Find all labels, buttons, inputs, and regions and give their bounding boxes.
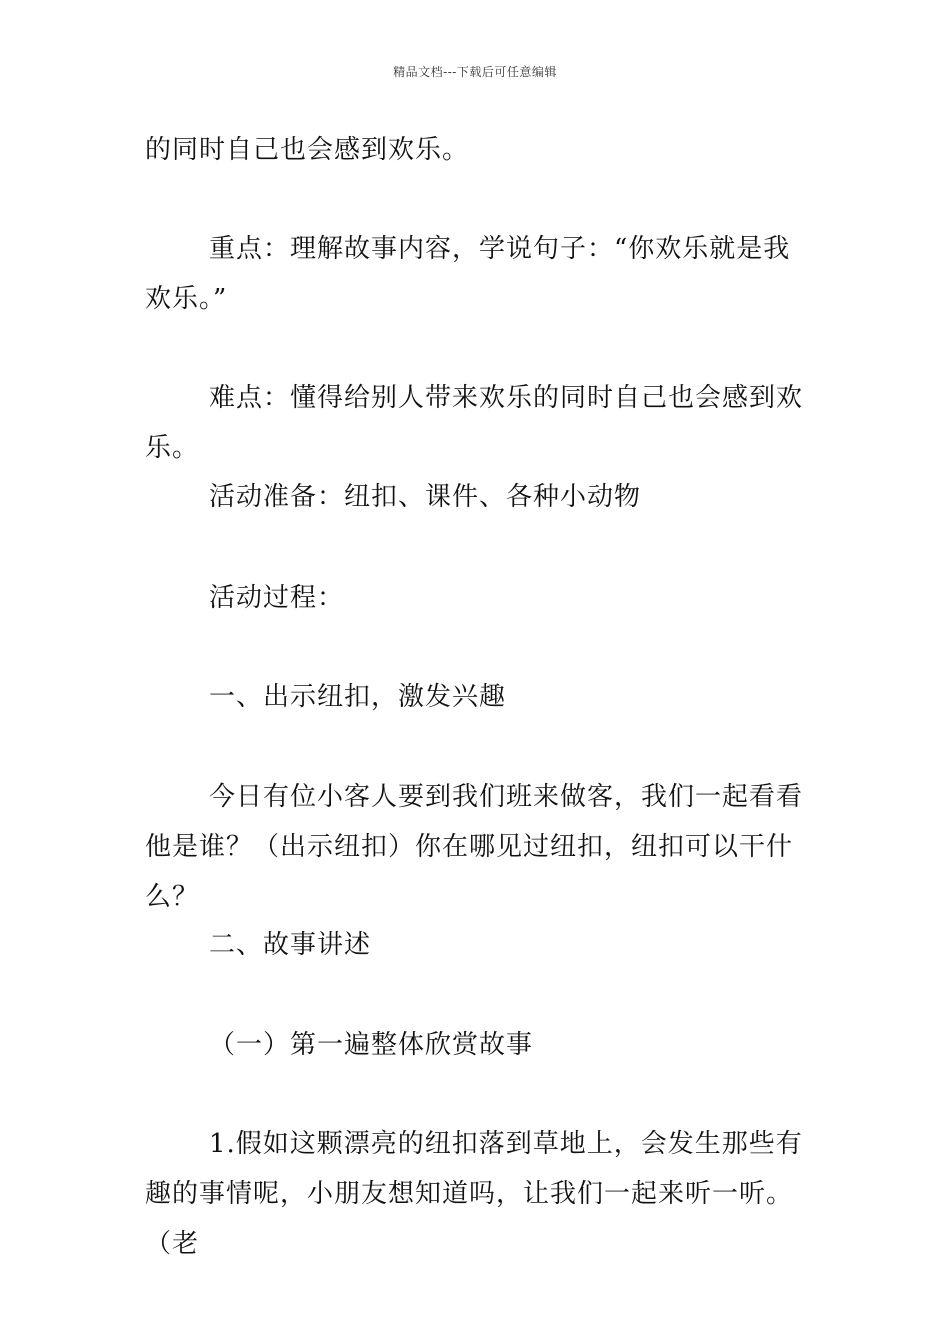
paragraph-text: 重点：理解故事内容，学说句子：“你欢乐就是我欢乐。” [145,234,791,314]
section-heading-2 [145,920,815,970]
paragraph-text: 今日有位小客人要到我们班来做客，我们一起看看他是谁？（出示纽扣）你在哪见过纽扣，纽扣可以干什么？ [145,782,804,912]
paragraph-preparation [145,472,815,522]
paragraph-text: 二、故事讲述 [209,930,372,960]
paragraph-text: （一）第一遍整体欣赏故事 [209,1030,534,1060]
paragraph-text: 1.假如这颗漂亮的纽扣落到草地上，会发生那些有趣的事情呢，小朋友想知道吗，让我们一起来听一听。（老 [145,1129,803,1259]
subsection-heading [145,1020,815,1070]
paragraph-text: 一、出示纽扣，激发兴趣 [209,682,507,712]
paragraph-key-points [145,224,815,324]
paragraph-text: 难点：懂得给别人带来欢乐的同时自己也会感到欢乐。 [145,383,804,463]
paragraph-process [145,573,815,623]
page-header: 精品文档---下载后可任意编辑 [393,65,557,79]
paragraph-1 [145,125,815,175]
paragraph-difficulty [145,373,815,473]
paragraph-intro [145,772,815,922]
paragraph-text: 活动过程： [209,583,345,613]
paragraph-text: 活动准备：纽扣、课件、各种小动物 [209,482,642,512]
paragraph-question [145,1119,815,1269]
section-heading-1 [145,672,815,722]
paragraph-text: 的同时自己也会感到欢乐。 [145,135,470,165]
